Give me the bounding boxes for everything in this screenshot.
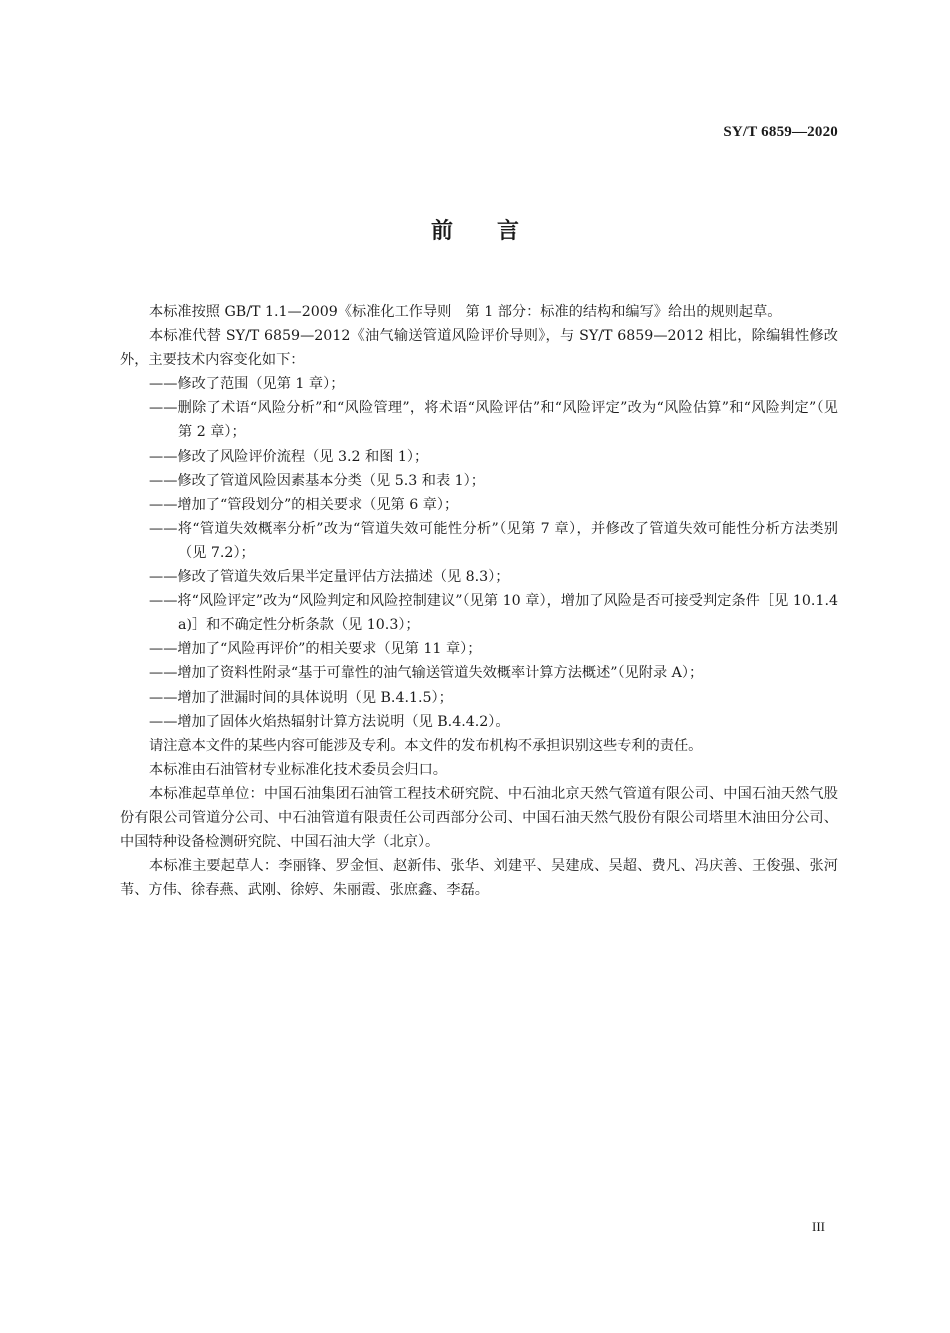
- list-item: ——增加了泄漏时间的具体说明（见 B.4.1.5）；: [149, 689, 453, 706]
- paragraph-drafters: 本标准主要起草人：李丽锋、罗金恒、赵新伟、张华、刘建平、吴建成、吴超、费凡、冯庆善、王俊强、张河苇、方伟、徐春燕、武刚、徐婷、朱丽霞、张庶鑫、李磊。: [120, 858, 838, 899]
- paragraph-drafting-units: 本标准起草单位：中国石油集团石油管工程技术研究院、中石油北京天然气管道有限公司、中国石油天然气股份有限公司管道分公司、中石油管道有限责任公司西部分公司、中国石油天然气股份有限公司塔里木油田分公司、中国特种设备检测研究院、中国石油大学（北京）。: [120, 785, 838, 851]
- list-item: ——增加了“管段划分”的相关要求（见第 6 章）；: [149, 496, 459, 513]
- list-item: ——删除了术语“风险分析”和“风险管理”，将术语“风险评估”和“风险评定”改为“风险估算”和“风险判定”（见第 2 章）；: [149, 400, 838, 441]
- paragraph-replacement: 本标准代替 SY/T 6859—2012《油气输送管道风险评价导则》，与 SY/T 6859—2012 相比，除编辑性修改外，主要技术内容变化如下：: [120, 328, 838, 369]
- page-title: 前言: [430, 219, 563, 244]
- page-number: III: [812, 1219, 825, 1234]
- list-item: ——修改了管道失效后果半定量评估方法描述（见 8.3）；: [149, 569, 510, 586]
- list-item: ——增加了资料性附录“基于可靠性的油气输送管道失效概率计算方法概述”（见附录 A）；: [149, 665, 704, 682]
- standard-code: SY/T 6859—2020: [723, 124, 838, 140]
- list-item: ——修改了管道风险因素基本分类（见 5.3 和表 1）；: [149, 472, 485, 489]
- list-item: ——将“风险评定”改为“风险判定和风险控制建议”（见第 10 章），增加了风险是否可接受判定条件［见 10.1.4 a)］和不确定性分析条款（见 10.3）；: [149, 593, 853, 634]
- paragraph-committee: 本标准由石油管材专业标准化技术委员会归口。: [149, 761, 447, 778]
- foreword-body: [120, 300, 853, 902]
- list-item: ——增加了“风险再评价”的相关要求（见第 11 章）；: [149, 641, 482, 658]
- paragraph-drafting-rules: 本标准按照 GB/T 1.1—2009《标准化工作导则 第 1 部分：标准的结构和编写》给出的规则起草。: [149, 304, 782, 320]
- paragraph-patent-notice: 请注意本文件的某些内容可能涉及专利。本文件的发布机构不承担识别这些专利的责任。: [149, 737, 703, 754]
- list-item: ——修改了范围（见第 1 章）；: [149, 376, 345, 393]
- list-item: ——增加了固体火焰热辐射计算方法说明（见 B.4.4.2）。: [149, 713, 510, 730]
- list-item: ——修改了风险评价流程（见 3.2 和图 1）；: [149, 448, 429, 465]
- list-item: ——将“管道失效概率分析”改为“管道失效可能性分析”（见第 7 章），并修改了管道失效可能性分析方法类别（见 7.2）；: [149, 520, 838, 561]
- changes-list: [120, 372, 853, 733]
